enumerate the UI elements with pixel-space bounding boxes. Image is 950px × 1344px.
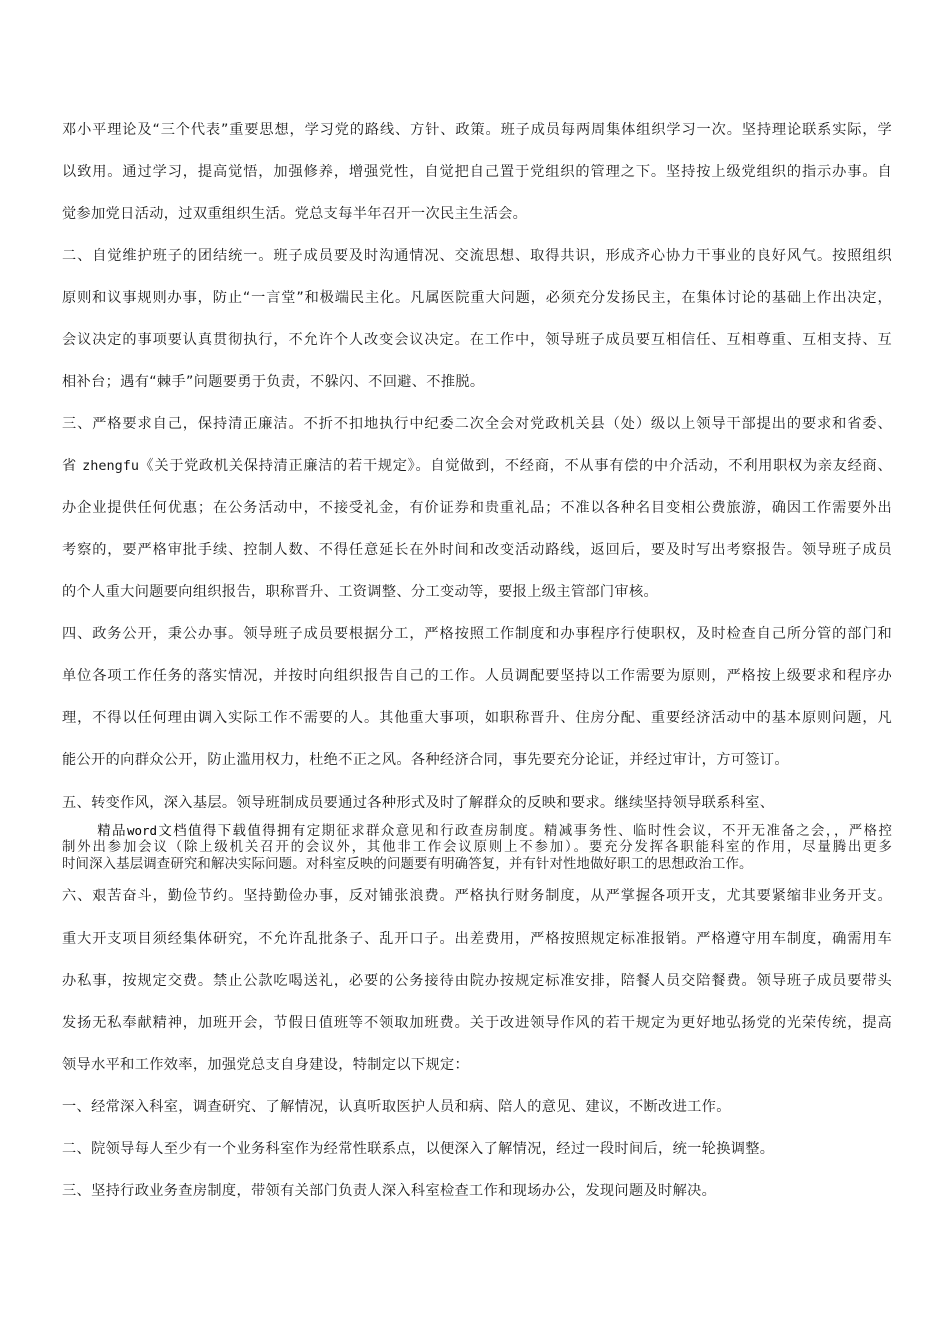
text-line: 领导水平和工作效率，加强党总支自身建设，特制定以下规定： [62, 1057, 470, 1073]
footer-line: 制外出参加会议（除上级机关召开的会议外，其他非工作会议原则上不参加）。要充分发挥各职能科室的作用，尽量腾出更多 [62, 840, 892, 855]
text-line: 以致用。通过学习，提高觉悟，加强修养，增强党性，自觉把自己置于党组织的管理之下。坚持按上级党组织的指示办事。自 [62, 164, 892, 180]
text-line: 的个人重大问题要向组织报告，职称晋升、工资调整、分工变动等，要报上级主管部门审核。 [62, 584, 659, 600]
text-line: 办私事，按规定交费。禁止公款吃喝送礼，必要的公务接待由院办按规定标准安排，陪餐人员交陪餐费。领导班子成员要带头 [62, 973, 892, 989]
text-line: 觉参加党日活动，过双重组织生活。党总支每半年召开一次民主生活会。 [62, 206, 528, 222]
watermark-line [62, 822, 892, 840]
text-line: 邓小平理论及“三个代表”重要思想，学习党的路线、方针、政策。班子成员每两周集体组织学习一次。坚持理论联系实际，学 [62, 122, 892, 138]
text-line: 会议决定的事项要认真贯彻执行，不允许个人改变会议决定。在工作中，领导班子成员要互相信任、互相尊重、互相支持、互 [62, 332, 892, 348]
text-line: 五、转变作风，深入基层。领导班制成员要通过各种形式及时了解群众的反映和要求。继续坚持领导联系科室、 [62, 795, 775, 811]
text-line: 四、政务公开，秉公办事。领导班子成员要根据分工，严格按照工作制度和办事程序行使职权，及时检查自己所分管的部门和 [62, 626, 892, 642]
text-line: 三、坚持行政业务查房制度，带领有关部门负责人深入科室检查工作和现场办公，发现问题及时解决。 [62, 1183, 717, 1199]
text-line: 办企业提供任何优惠；在公务活动中，不接受礼金，有价证券和贵重礼品；不准以各种名目变相公费旅游，确因工作需要外出 [62, 500, 892, 516]
text-line: 能公开的向群众公开，防止滥用权力，杜绝不正之风。各种经济合同，事先要充分论证，并经过审计，方可签订。 [62, 752, 789, 768]
text-line: 二、自觉维护班子的团结统一。班子成员要及时沟通情况、交流思想、取得共识，形成齐心协力干事业的良好风气。按照组织 [62, 248, 892, 264]
text-line: 发扬无私奉献精神，加班开会，节假日值班等不领取加班费。关于改进领导作风的若干规定为更好地弘扬党的光荣传统，提高 [62, 1015, 892, 1031]
text-line: 重大开支项目须经集体研究，不允许乱批条子、乱开口子。出差费用，严格按照规定标准报销。严格遵守用车制度，确需用车 [62, 931, 892, 947]
watermark-text: 精品word文档值得下载值得拥有 [96, 823, 307, 839]
text-line: 一、经常深入科室，调查研究、了解情况，认真听取医护人员和病、陪人的意见、建议，不断改进工作。 [62, 1099, 731, 1115]
text-line: 二、院领导每人至少有一个业务科室作为经常性联系点，以便深入了解情况，经过一段时间后，统一轮换调整。 [62, 1141, 775, 1157]
text-line: 原则和议事规则办事，防止“一言堂”和极端民主化。凡属医院重大问题，必须充分发扬民主，在集体讨论的基础上作出决定， [62, 290, 892, 306]
text-line: 相补台；遇有“棘手”问题要勇于负责，不躲闪、不回避、不推脱。 [62, 374, 485, 390]
text-line: 省 zhengfu《关于党政机关保持清正廉洁的若干规定》。自觉做到，不经商，不从事有偿的中介活动，不利用职权为亲友经商、 [62, 458, 892, 474]
text-line: 三、严格要求自己，保持清正廉洁。不折不扣地执行中纪委二次全会对党政机关县（处）级以上领导干部提出的要求和省委、 [62, 416, 892, 432]
footer-line: 时间深入基层调查研究和解决实际问题。对科室反映的问题要有明确答复，并有针对性地做好职工的思想政治工作。 [62, 857, 753, 872]
text-line: 理，不得以任何理由调入实际工作不需要的人。其他重大事项，如职称晋升、住房分配、重要经济活动中的基本原则问题，凡 [62, 710, 892, 726]
text-line: 考察的，要严格审批手续、控制人数、不得任意延长在外时间和改变活动路线，返回后，要及时写出考察报告。领导班子成员 [62, 542, 892, 558]
text-line: 六、艰苦奋斗，勤俭节约。坚持勤俭办事，反对铺张浪费。严格执行财务制度，从严掌握各项开支，尤其要紧缩非业务开支。 [62, 888, 892, 904]
footer-text: 定期征求群众意见和行政查房制度。精减事务性、临时性会议，不开无准备之会，，严格控 [306, 824, 892, 839]
text-line: 单位各项工作任务的落实情况，并按时向组织报告自己的工作。人员调配要坚持以工作需要为原则，严格按上级要求和程序办 [62, 668, 892, 684]
